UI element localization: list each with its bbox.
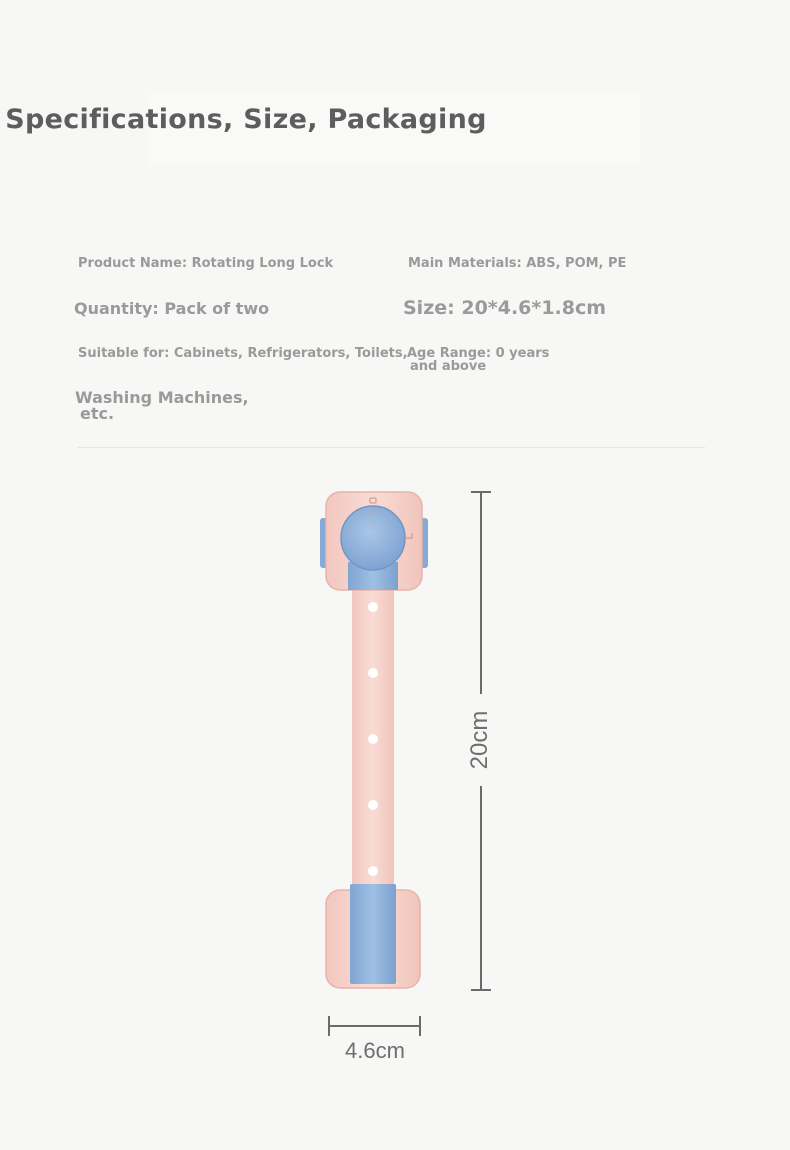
rotating-lock-illustration	[310, 480, 440, 1000]
rotating-knob	[341, 506, 405, 570]
bottom-slide	[350, 884, 396, 984]
spec-quantity: Quantity: Pack of two	[74, 299, 270, 318]
spec-main-materials: Main Materials: ABS, POM, PE	[408, 256, 627, 271]
section-divider	[78, 447, 705, 448]
height-dimension-line-top	[480, 492, 482, 694]
height-dimension-cap-bottom	[471, 989, 491, 991]
height-dimension-label: 20cm	[466, 710, 493, 770]
page-title: Specifications, Size, Packaging	[5, 104, 487, 135]
spec-size: Size: 20*4.6*1.8cm	[403, 297, 607, 319]
spec-suitable-for: Suitable for: Cabinets, Refrigerators, Toilets,	[78, 346, 408, 361]
spec-suitable-for-cont: Washing Machines,	[75, 388, 249, 407]
spec-product-name: Product Name: Rotating Long Lock	[78, 256, 334, 271]
width-dimension-line	[329, 1025, 421, 1027]
width-dimension-cap-right	[419, 1016, 421, 1036]
width-dimension-label: 4.6cm	[345, 1038, 405, 1063]
height-dimension-line-bottom	[480, 786, 482, 990]
spec-suitable-for-etc: etc.	[80, 404, 115, 423]
spec-age-range: Age Range: 0 years	[407, 346, 550, 361]
spec-age-range-cont: and above	[410, 359, 487, 374]
